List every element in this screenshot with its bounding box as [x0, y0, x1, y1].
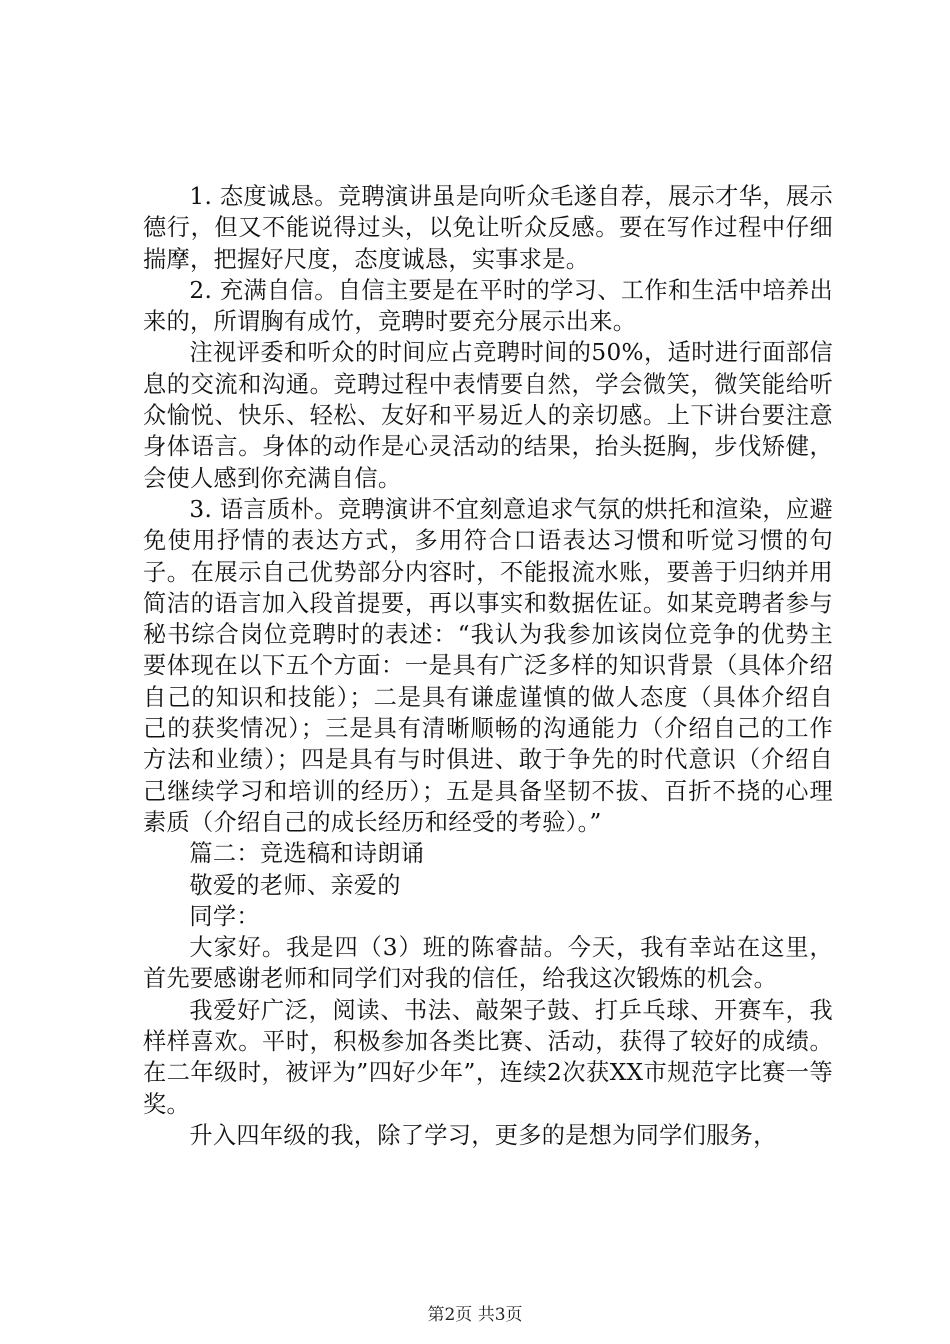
salutation-line-1: 敬爱的老师、亲爱的 [189, 871, 401, 899]
paragraph-grade-four: 升入四年级的我，除了学习，更多的是想为同学们服务， [189, 1121, 777, 1149]
section-heading: 篇二：竞选稿和诗朗诵 [189, 840, 425, 868]
paragraph-greeting: 大家好。我是四（3）班的陈睿喆。今天，我有幸站在这里，首先要感谢老师和同学们对我的信任，给我这次锻炼的机会。 [143, 934, 833, 993]
paragraph-attitude: 1. 态度诚恳。竞聘演讲虽是向听众毛遂自荐，展示才华，展示德行，但又不能说得过头，以免让听众反感。要在写作过程中仔细揣摩，把握好尺度，态度诚恳，实事求是。 [143, 183, 833, 273]
paragraph-confidence: 2. 充满自信。自信主要是在平时的学习、工作和生活中培养出来的，所谓胸有成竹，竞聘时要充分展示出来。 [143, 276, 833, 336]
page-footer: 第2页 共3页 [427, 1305, 523, 1325]
document-body [143, 181, 833, 1151]
paragraph-eye-contact: 注视评委和听众的时间应占竞聘时间的50%，适时进行面部信息的交流和沟通。竞聘过程中表情要自然，学会微笑，微笑能给听众愉悦、快乐、轻松、友好和平易近人的亲切感。上下讲台要注意身体语言。身体的动作是心灵活动的结果，抬头挺胸，步伐矫健，会使人感到你充满自信。 [143, 339, 833, 492]
paragraph-language: 3. 语言质朴。竞聘演讲不宜刻意追求气氛的烘托和渲染，应避免使用抒情的表达方式，多用符合口语表达习惯和听觉习惯的句子。在展示自己优势部分内容时，不能报流水账，要善于归纳并用简洁的语言加入段首提要，再以事实和数据佐证。如某竞聘者参与秘书综合岗位竞聘时的表述：“我认为我参加该岗位竞争的优势主要体现在以下五个方面：一是具有广泛多样的知识背景（具体介绍自己的知识和技能）；二是具有谦虚谨慎的做人态度（具体介绍自己的获奖情况）；三是具有清晰顺畅的沟通能力（介绍自己的工作方法和业绩）；四是具有与时俱进、敢于争先的时代意识（介绍自己继续学习和培训的经历）；五是具备坚韧不拔、百折不挠的心理素质（介绍自己的成长经历和经受的考验）。” [143, 495, 833, 836]
paragraph-hobbies: 我爱好广泛，阅读、书法、敲架子鼓、打乒乓球、开赛车，我样样喜欢。平时，积极参加各类比赛、活动，获得了较好的成绩。在二年级时，被评为”四好少年”，连续2次获XX市规范字比赛一等奖。 [143, 996, 833, 1118]
salutation-line-2: 同学： [189, 902, 260, 930]
